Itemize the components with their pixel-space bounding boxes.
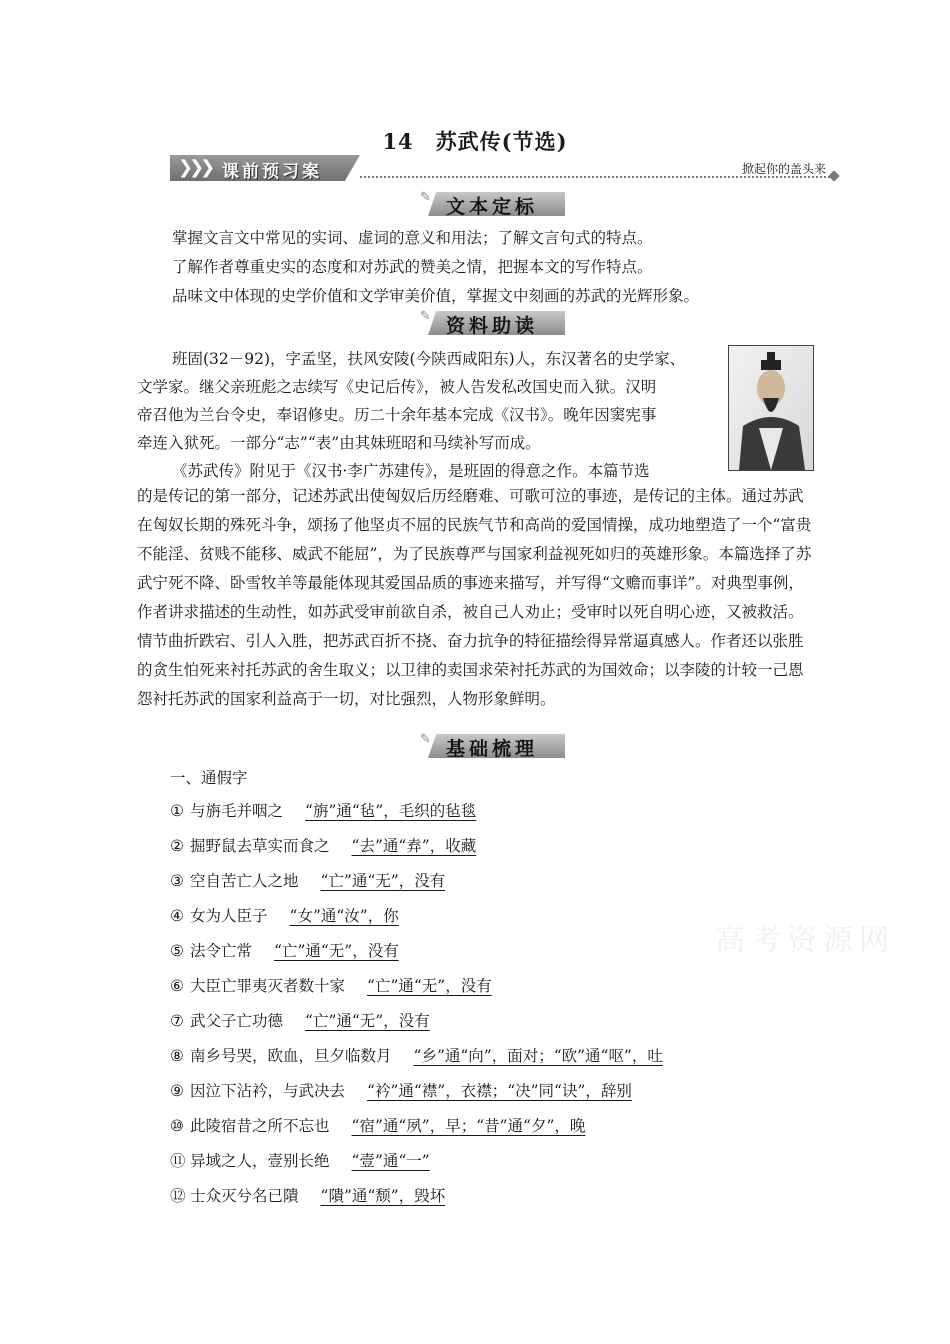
author-line: 班固(32－92)，字孟坚，扶风安陵(今陕西咸阳东)人，东汉著名的史学家、 [172,350,686,368]
item-answer: “宿”通“夙”，早；“昔”通“夕”，晚 [351,1117,586,1135]
list-item [170,1074,850,1109]
item-answer: “隤”通“颓”，毁坏 [320,1187,446,1205]
item-number: ③ [170,872,184,890]
list-item [170,1039,850,1074]
item-sentence: 此陵宿昔之所不忘也 [190,1117,330,1135]
item-sentence: 掘野鼠去草实而食之 [190,837,330,855]
item-number: ⑦ [170,1012,184,1030]
section-heading-reading [420,311,565,335]
pencil-icon: ✎ [420,190,431,205]
item-sentence: 异域之人，壹别长绝 [190,1152,330,1170]
section-banner [170,155,838,181]
item-number: ① [170,802,184,820]
heading-text: 基础梳理 [446,738,539,760]
item-number: ⑪ [170,1152,186,1170]
item-answer: “乡”通“向”，面对；“欧”通“呕”，吐 [413,1047,663,1065]
chevron-icon: ❯❯❯ [178,157,212,178]
item-answer: “旃”通“毡”，毛织的毡毯 [305,802,477,820]
pencil-icon: ✎ [420,732,431,747]
tongjia-list [170,766,850,1214]
intro-paragraph: 的是传记的第一部分，记述苏武出使匈奴后历经磨难、可歌可泣的事迹，是传记的主体。通过苏武在匈奴长期的殊死斗争，颂扬了他坚贞不屈的民族气节和高尚的爱国情操，成功地塑造了一个“富贵不能淫、贫贱不能移、威武不能屈”，为了民族尊严与国家利益视死如归的英雄形象。本篇选择了苏武宁死不降、卧雪牧羊等最能体现其爱国品质的事迹来描写，并写得“文赡而事详”。对典型事例，作者讲求描述的生动性，如苏武受审前欲自杀，被自己人劝止；受审时以死自明心迹，又被救活。情节曲折跌宕、引人入胜，把苏武百折不挠、奋力抗争的特征描绘得异常逼真感人。作者还以张胜的贪生怕死来衬托苏武的舍生取义；以卫律的卖国求荣衬托苏武的为国效命；以李陵的计较一己恩怨衬托苏武的国家利益高于一切，对比强烈，人物形象鲜明。 [137,487,812,708]
list-item [170,1144,850,1179]
item-sentence: 空自苦亡人之地 [190,872,299,890]
section-heading-goals [420,192,565,216]
item-answer: “亡”通“无”，没有 [305,1012,430,1030]
item-number: ⑨ [170,1082,184,1100]
heading-text: 资料助读 [446,315,539,337]
watermark: 高考资源网 [715,923,895,958]
item-answer: “壹”通“一” [351,1152,430,1170]
item-sentence: 南乡号哭，欧血，旦夕临数月 [190,1047,392,1065]
item-sentence: 女为人臣子 [190,907,268,925]
item-answer: “衿”通“襟”，衣襟；“决”同“诀”，辞别 [367,1082,632,1100]
author-line: 文学家。继父亲班彪之志续写《史记后传》，被人告发私改国史而入狱。汉明 [137,378,657,396]
item-sentence: 因泣下沾衿，与武决去 [190,1082,346,1100]
list-item [170,794,850,829]
item-sentence: 士众灭兮名已隤 [190,1187,299,1205]
intro-line: 《苏武传》附见于《汉书·李广苏建传》，是班固的得意之作。本篇节选 [172,462,650,480]
banner-label: 课前预习案 [222,162,322,182]
goal-line: 品味文中体现的史学价值和文学审美价值，掌握文中刻画的苏武的光辉形象。 [172,287,700,305]
portrait-image [728,345,814,471]
section-heading-basics [420,734,565,758]
banner-right-text: 掀起你的盖头来 [741,162,826,176]
list-item [170,1179,850,1214]
goal-line: 了解作者尊重史实的态度和对苏武的赞美之情，把握本文的写作特点。 [172,258,653,276]
item-number: ⑤ [170,942,184,960]
list-item [170,864,850,899]
list-item [170,1004,850,1039]
item-sentence: 法令亡常 [190,942,253,960]
heading-text: 文本定标 [446,196,539,218]
item-answer: “去”通“弆”，收藏 [351,837,477,855]
list-item [170,1109,850,1144]
item-number: ⑧ [170,1047,184,1065]
tongjia-heading: 一、通假字 [170,769,248,787]
list-item [170,829,850,864]
item-answer: “亡”通“无”，没有 [320,872,446,890]
item-sentence: 与旃毛并咽之 [190,802,284,820]
item-number: ⑥ [170,977,184,995]
author-line: 牵连入狱死。一部分“志”“表”由其妹班昭和马续补写而成。 [137,434,541,452]
item-number: ② [170,837,184,855]
pencil-icon: ✎ [420,309,431,324]
list-item [170,969,850,1004]
diamond-icon [828,170,839,181]
item-answer: “亡”通“无”，没有 [367,977,492,995]
item-answer: “亡”通“无”，没有 [274,942,399,960]
item-sentence: 武父子亡功德 [190,1012,284,1030]
author-line: 帝召他为兰台令史，奉诏修史。历二十余年基本完成《汉书》。晚年因窦宪事 [137,406,657,424]
item-number: ⑩ [170,1117,184,1135]
page-title: 14 苏武传(节选) [382,129,568,154]
item-number: ④ [170,907,184,925]
item-answer: “女”通“汝”，你 [289,907,399,925]
goal-line: 掌握文言文中常见的实词、虚词的意义和用法；了解文言句式的特点。 [172,229,653,247]
item-number: ⑫ [170,1187,186,1205]
item-sentence: 大臣亡罪夷灭者数十家 [190,977,346,995]
